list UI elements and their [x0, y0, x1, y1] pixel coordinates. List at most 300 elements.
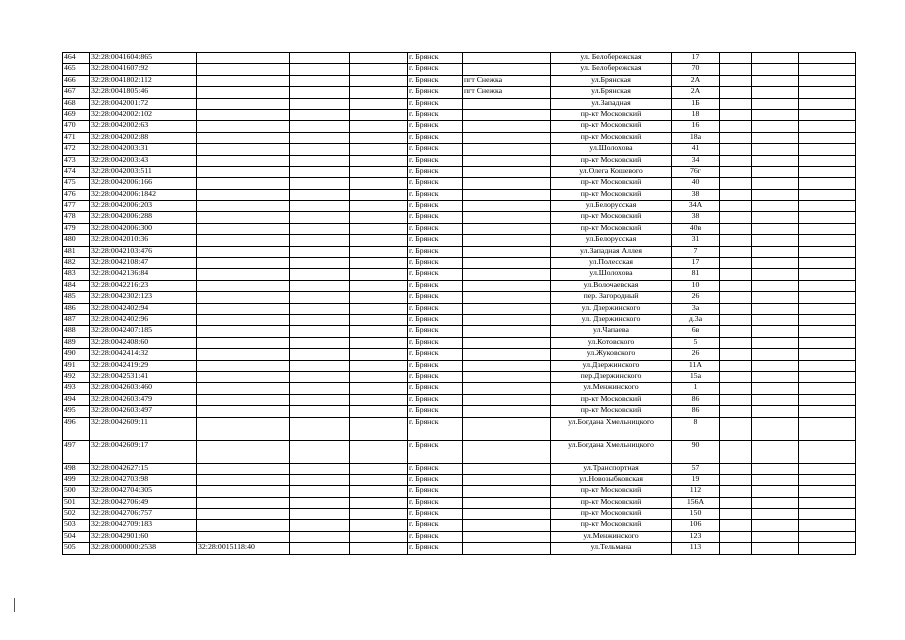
city-cell: г. Брянск: [408, 98, 463, 109]
house-number-cell: 7: [672, 246, 720, 257]
row-number-cell: 464: [63, 53, 90, 64]
row-number-cell: 486: [63, 303, 90, 314]
locality-cell: [463, 406, 551, 417]
cadastral-number-cell: 32:28:0041805:46: [90, 87, 197, 98]
table-row: [63, 509, 856, 520]
row-number-cell: 475: [63, 178, 90, 189]
cadastral-number-cell: 32:28:0000000:2538: [90, 543, 197, 554]
house-number-cell: 5: [672, 337, 720, 348]
locality-cell: [463, 53, 551, 64]
empty-cell: [290, 486, 350, 497]
cadastral-number-cell: 32:28:0042108:47: [90, 258, 197, 269]
locality-cell: [463, 155, 551, 166]
city-cell: г. Брянск: [408, 531, 463, 542]
related-cadastral-cell: [197, 166, 290, 177]
row-number-cell: 465: [63, 64, 90, 75]
empty-cell: [290, 371, 350, 382]
empty-cell: [799, 394, 856, 405]
cadastral-number-cell: 32:28:0042006:288: [90, 212, 197, 223]
empty-cell: [799, 326, 856, 337]
empty-cell: [752, 223, 799, 234]
empty-cell: [350, 98, 408, 109]
empty-cell: [799, 212, 856, 223]
related-cadastral-cell: [197, 486, 290, 497]
empty-cell: [752, 417, 799, 440]
related-cadastral-cell: [197, 246, 290, 257]
locality-cell: [463, 371, 551, 382]
house-number-cell: 76г: [672, 166, 720, 177]
empty-cell: [799, 178, 856, 189]
empty-cell: [290, 144, 350, 155]
empty-cell: [799, 201, 856, 212]
empty-cell: [752, 486, 799, 497]
empty-cell: [350, 531, 408, 542]
table-row: [63, 417, 856, 440]
house-number-cell: 150: [672, 509, 720, 520]
street-cell: пр-кт Московский: [551, 520, 672, 531]
empty-cell: [752, 383, 799, 394]
table-row: [63, 383, 856, 394]
related-cadastral-cell: [197, 109, 290, 120]
empty-cell: [752, 497, 799, 508]
city-cell: г. Брянск: [408, 474, 463, 485]
row-number-cell: 488: [63, 326, 90, 337]
empty-cell: [752, 292, 799, 303]
empty-cell: [752, 303, 799, 314]
empty-cell: [799, 314, 856, 325]
house-number-cell: 17: [672, 258, 720, 269]
empty-cell: [290, 314, 350, 325]
property-register-table: [62, 52, 856, 555]
street-cell: ул.Олега Кошевого: [551, 166, 672, 177]
city-cell: г. Брянск: [408, 520, 463, 531]
locality-cell: [463, 326, 551, 337]
street-cell: ул.Котовского: [551, 337, 672, 348]
locality-cell: [463, 109, 551, 120]
table-row: [63, 246, 856, 257]
street-cell: пр-кт Московский: [551, 178, 672, 189]
locality-cell: [463, 497, 551, 508]
empty-cell: [720, 463, 752, 474]
locality-cell: пгт Снежка: [463, 87, 551, 98]
city-cell: г. Брянск: [408, 109, 463, 120]
empty-cell: [350, 520, 408, 531]
empty-cell: [350, 269, 408, 280]
locality-cell: [463, 520, 551, 531]
locality-cell: [463, 235, 551, 246]
city-cell: г. Брянск: [408, 269, 463, 280]
table-row: [63, 292, 856, 303]
empty-cell: [752, 371, 799, 382]
house-number-cell: 113: [672, 543, 720, 554]
empty-cell: [350, 75, 408, 86]
empty-cell: [290, 509, 350, 520]
house-number-cell: 86: [672, 394, 720, 405]
empty-cell: [720, 132, 752, 143]
empty-cell: [752, 109, 799, 120]
empty-cell: [799, 280, 856, 291]
register-body: [63, 53, 856, 555]
table-row: [63, 440, 856, 463]
locality-cell: [463, 223, 551, 234]
city-cell: г. Брянск: [408, 223, 463, 234]
empty-cell: [720, 360, 752, 371]
related-cadastral-cell: 32:28:0015118:40: [197, 543, 290, 554]
empty-cell: [799, 189, 856, 200]
related-cadastral-cell: [197, 509, 290, 520]
empty-cell: [350, 486, 408, 497]
empty-cell: [752, 543, 799, 554]
empty-cell: [752, 53, 799, 64]
empty-cell: [720, 269, 752, 280]
locality-cell: пгт Снежка: [463, 75, 551, 86]
city-cell: г. Брянск: [408, 178, 463, 189]
related-cadastral-cell: [197, 155, 290, 166]
empty-cell: [752, 406, 799, 417]
street-cell: пр-кт Московский: [551, 406, 672, 417]
empty-cell: [720, 212, 752, 223]
empty-cell: [350, 201, 408, 212]
table-row: [63, 280, 856, 291]
empty-cell: [350, 406, 408, 417]
house-number-cell: 34: [672, 155, 720, 166]
empty-cell: [720, 406, 752, 417]
city-cell: г. Брянск: [408, 212, 463, 223]
empty-cell: [799, 303, 856, 314]
row-number-cell: 470: [63, 121, 90, 132]
empty-cell: [290, 189, 350, 200]
cadastral-number-cell: 32:28:0042407:185: [90, 326, 197, 337]
related-cadastral-cell: [197, 326, 290, 337]
empty-cell: [350, 178, 408, 189]
street-cell: пер.Дзержинского: [551, 371, 672, 382]
cadastral-number-cell: 32:28:0042704:305: [90, 486, 197, 497]
empty-cell: [799, 486, 856, 497]
empty-cell: [720, 64, 752, 75]
empty-cell: [752, 98, 799, 109]
empty-cell: [752, 349, 799, 360]
empty-cell: [350, 144, 408, 155]
empty-cell: [720, 155, 752, 166]
empty-cell: [720, 280, 752, 291]
locality-cell: [463, 383, 551, 394]
related-cadastral-cell: [197, 201, 290, 212]
street-cell: ул.Брянская: [551, 87, 672, 98]
empty-cell: [799, 132, 856, 143]
locality-cell: [463, 543, 551, 554]
empty-cell: [290, 417, 350, 440]
row-number-cell: 480: [63, 235, 90, 246]
house-number-cell: 31: [672, 235, 720, 246]
house-number-cell: 17: [672, 53, 720, 64]
street-cell: пер. Загородный: [551, 292, 672, 303]
empty-cell: [799, 349, 856, 360]
table-row: [63, 201, 856, 212]
empty-cell: [720, 53, 752, 64]
city-cell: г. Брянск: [408, 463, 463, 474]
empty-cell: [720, 509, 752, 520]
empty-cell: [752, 132, 799, 143]
related-cadastral-cell: [197, 337, 290, 348]
empty-cell: [350, 417, 408, 440]
empty-cell: [720, 520, 752, 531]
empty-cell: [752, 246, 799, 257]
house-number-cell: 86: [672, 406, 720, 417]
row-number-cell: 500: [63, 486, 90, 497]
empty-cell: [350, 155, 408, 166]
empty-cell: [752, 337, 799, 348]
empty-cell: [799, 531, 856, 542]
empty-cell: [799, 337, 856, 348]
table-row: [63, 474, 856, 485]
house-number-cell: 41: [672, 144, 720, 155]
empty-cell: [752, 155, 799, 166]
locality-cell: [463, 269, 551, 280]
city-cell: г. Брянск: [408, 166, 463, 177]
table-row: [63, 75, 856, 86]
empty-cell: [720, 486, 752, 497]
cadastral-number-cell: 32:28:0042706:757: [90, 509, 197, 520]
house-number-cell: 3а: [672, 303, 720, 314]
empty-cell: [350, 360, 408, 371]
empty-cell: [350, 258, 408, 269]
table-row: [63, 178, 856, 189]
empty-cell: [752, 474, 799, 485]
empty-cell: [350, 166, 408, 177]
empty-cell: [752, 326, 799, 337]
empty-cell: [720, 189, 752, 200]
row-number-cell: 484: [63, 280, 90, 291]
empty-cell: [290, 109, 350, 120]
related-cadastral-cell: [197, 132, 290, 143]
cadastral-number-cell: 32:28:0042302:123: [90, 292, 197, 303]
house-number-cell: 106: [672, 520, 720, 531]
street-cell: ул. Белобережская: [551, 64, 672, 75]
locality-cell: [463, 121, 551, 132]
house-number-cell: 11А: [672, 360, 720, 371]
street-cell: ул.Полесская: [551, 258, 672, 269]
house-number-cell: 1: [672, 383, 720, 394]
house-number-cell: 15а: [672, 371, 720, 382]
empty-cell: [799, 292, 856, 303]
row-number-cell: 466: [63, 75, 90, 86]
row-number-cell: 472: [63, 144, 90, 155]
empty-cell: [350, 280, 408, 291]
row-number-cell: 498: [63, 463, 90, 474]
empty-cell: [720, 166, 752, 177]
locality-cell: [463, 132, 551, 143]
house-number-cell: 34А: [672, 201, 720, 212]
related-cadastral-cell: [197, 269, 290, 280]
related-cadastral-cell: [197, 178, 290, 189]
row-number-cell: 494: [63, 394, 90, 405]
empty-cell: [350, 292, 408, 303]
empty-cell: [350, 87, 408, 98]
empty-cell: [752, 269, 799, 280]
row-number-cell: 478: [63, 212, 90, 223]
related-cadastral-cell: [197, 212, 290, 223]
locality-cell: [463, 463, 551, 474]
empty-cell: [720, 383, 752, 394]
empty-cell: [752, 64, 799, 75]
empty-cell: [290, 406, 350, 417]
empty-cell: [350, 371, 408, 382]
empty-cell: [290, 98, 350, 109]
house-number-cell: 81: [672, 269, 720, 280]
empty-cell: [799, 235, 856, 246]
empty-cell: [290, 497, 350, 508]
empty-cell: [290, 121, 350, 132]
table-row: [63, 371, 856, 382]
street-cell: пр-кт Московский: [551, 394, 672, 405]
empty-cell: [799, 144, 856, 155]
city-cell: г. Брянск: [408, 246, 463, 257]
empty-cell: [350, 189, 408, 200]
empty-cell: [350, 463, 408, 474]
empty-cell: [752, 235, 799, 246]
locality-cell: [463, 292, 551, 303]
empty-cell: [720, 246, 752, 257]
locality-cell: [463, 509, 551, 520]
locality-cell: [463, 349, 551, 360]
locality-cell: [463, 212, 551, 223]
empty-cell: [720, 223, 752, 234]
empty-cell: [350, 303, 408, 314]
house-number-cell: 26: [672, 349, 720, 360]
locality-cell: [463, 166, 551, 177]
empty-cell: [290, 292, 350, 303]
empty-cell: [799, 440, 856, 463]
table-row: [63, 326, 856, 337]
empty-cell: [290, 440, 350, 463]
empty-cell: [350, 235, 408, 246]
house-number-cell: 38: [672, 212, 720, 223]
empty-cell: [350, 246, 408, 257]
cadastral-number-cell: 32:28:0042709:183: [90, 520, 197, 531]
empty-cell: [350, 121, 408, 132]
empty-cell: [720, 337, 752, 348]
row-number-cell: 504: [63, 531, 90, 542]
empty-cell: [350, 394, 408, 405]
locality-cell: [463, 360, 551, 371]
empty-cell: [799, 474, 856, 485]
table-row: [63, 235, 856, 246]
empty-cell: [290, 258, 350, 269]
city-cell: г. Брянск: [408, 121, 463, 132]
house-number-cell: 18а: [672, 132, 720, 143]
locality-cell: [463, 314, 551, 325]
locality-cell: [463, 303, 551, 314]
related-cadastral-cell: [197, 440, 290, 463]
locality-cell: [463, 417, 551, 440]
empty-cell: [290, 269, 350, 280]
empty-cell: [290, 223, 350, 234]
row-number-cell: 505: [63, 543, 90, 554]
locality-cell: [463, 394, 551, 405]
related-cadastral-cell: [197, 360, 290, 371]
house-number-cell: 1Б: [672, 98, 720, 109]
table-row: [63, 98, 856, 109]
related-cadastral-cell: [197, 292, 290, 303]
city-cell: г. Брянск: [408, 314, 463, 325]
row-number-cell: 482: [63, 258, 90, 269]
empty-cell: [752, 463, 799, 474]
empty-cell: [720, 258, 752, 269]
row-number-cell: 468: [63, 98, 90, 109]
table-row: [63, 337, 856, 348]
empty-cell: [799, 109, 856, 120]
street-cell: ул.Менжинского: [551, 383, 672, 394]
house-number-cell: 6в: [672, 326, 720, 337]
empty-cell: [720, 75, 752, 86]
table-row: [63, 144, 856, 155]
row-number-cell: 471: [63, 132, 90, 143]
cadastral-number-cell: 32:28:0041604:865: [90, 53, 197, 64]
empty-cell: [290, 394, 350, 405]
city-cell: г. Брянск: [408, 132, 463, 143]
empty-cell: [720, 303, 752, 314]
table-row: [63, 87, 856, 98]
street-cell: ул. Белобережская: [551, 53, 672, 64]
empty-cell: [350, 543, 408, 554]
empty-cell: [290, 132, 350, 143]
empty-cell: [720, 121, 752, 132]
city-cell: г. Брянск: [408, 292, 463, 303]
empty-cell: [290, 531, 350, 542]
house-number-cell: 2А: [672, 87, 720, 98]
cadastral-number-cell: 32:28:0042003:511: [90, 166, 197, 177]
street-cell: ул.Чапаева: [551, 326, 672, 337]
cadastral-number-cell: 32:28:0042002:102: [90, 109, 197, 120]
empty-cell: [799, 87, 856, 98]
table-row: [63, 132, 856, 143]
empty-cell: [290, 166, 350, 177]
empty-cell: [799, 246, 856, 257]
row-number-cell: 479: [63, 223, 90, 234]
street-cell: ул.Жуковского: [551, 349, 672, 360]
cadastral-number-cell: 32:28:0042103:476: [90, 246, 197, 257]
related-cadastral-cell: [197, 531, 290, 542]
table-row: [63, 64, 856, 75]
row-number-cell: 496: [63, 417, 90, 440]
city-cell: г. Брянск: [408, 543, 463, 554]
empty-cell: [799, 383, 856, 394]
empty-cell: [799, 98, 856, 109]
related-cadastral-cell: [197, 349, 290, 360]
row-number-cell: 502: [63, 509, 90, 520]
table-row: [63, 223, 856, 234]
related-cadastral-cell: [197, 383, 290, 394]
city-cell: г. Брянск: [408, 349, 463, 360]
row-number-cell: 477: [63, 201, 90, 212]
empty-cell: [799, 258, 856, 269]
empty-cell: [350, 474, 408, 485]
city-cell: г. Брянск: [408, 258, 463, 269]
cadastral-number-cell: 32:28:0042216:23: [90, 280, 197, 291]
table-row: [63, 109, 856, 120]
street-cell: ул.Дзержинского: [551, 360, 672, 371]
street-cell: пр-кт Московский: [551, 109, 672, 120]
empty-cell: [799, 371, 856, 382]
street-cell: ул.Богдана Хмельницкого: [551, 440, 672, 463]
empty-cell: [720, 314, 752, 325]
street-cell: ул.Брянская: [551, 75, 672, 86]
row-number-cell: 489: [63, 337, 90, 348]
city-cell: г. Брянск: [408, 64, 463, 75]
empty-cell: [752, 258, 799, 269]
empty-cell: [752, 440, 799, 463]
city-cell: г. Брянск: [408, 371, 463, 382]
